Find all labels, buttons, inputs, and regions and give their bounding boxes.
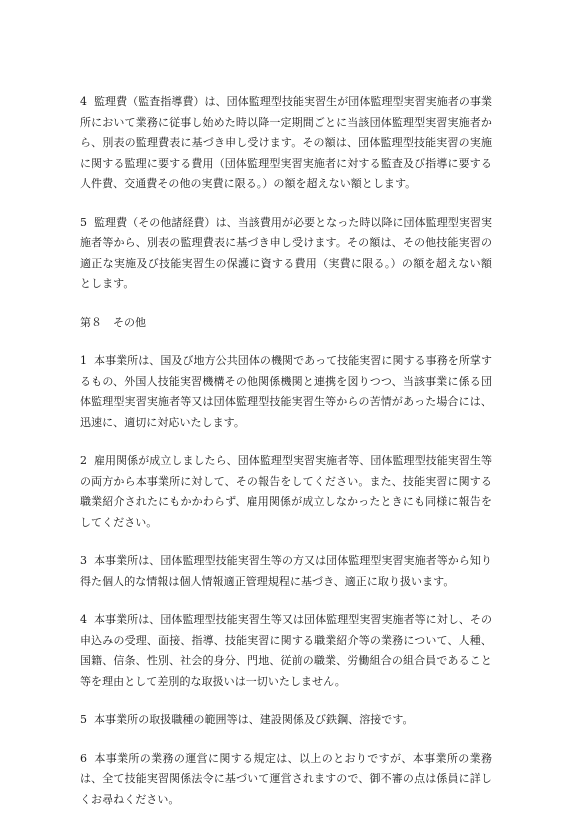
paragraph-5-other-expenses: [80, 213, 492, 295]
paragraph-3-personal-information: [80, 551, 492, 592]
paragraph-6-operations: [80, 749, 492, 811]
document-page: [80, 92, 492, 828]
paragraph-number: 5: [80, 713, 88, 726]
paragraph-number: 6: [80, 751, 88, 765]
paragraph-text: 本事業所は、団体監理型技能実習生等の方又は団体監理型実習実施者等から知り得た個人的な情報は個人情報適正管理規程に基づき、適正に取り扱います。: [80, 554, 492, 588]
paragraph-number: 5: [80, 215, 88, 229]
paragraph-text: 本事業所の取扱職種の範囲等は、建設関係及び鉄鋼、溶接です。: [94, 713, 414, 726]
paragraph-5-job-categories: [80, 710, 492, 731]
paragraph-4-supervision-fee: [80, 92, 492, 195]
paragraph-1-complaints: [80, 351, 492, 433]
paragraph-number: 3: [80, 554, 88, 567]
paragraph-text: 雇用関係が成立しましたら、団体監理型実習実施者等、団体監理型技能実習生等の両方から本事業所に対して、その報告をしてください。また、技能実習に関する職業紹介されたにもかかわらず、雇用関係が成立しなかったときにも同様に報告をしてください。: [80, 454, 492, 529]
paragraph-text: 本事業所は、国及び地方公共団体の機関であって技能実習に関する事務を所掌するもの、外国人技能実習機構その他関係機関と連携を図りつつ、当該事業に係る団体監理型実習実施者等又は団体監理型技能実習生等からの苦情があった場合には、迅速に、適切に対応いたします。: [80, 354, 492, 429]
paragraph-2-employment-report: [80, 451, 492, 533]
paragraph-text: 本事業所の業務の運営に関する規定は、以上のとおりですが、本事業所の業務は、全て技能実習関係法令に基づいて運営されますので、御不審の点は係員に詳しくお尋ねください。: [80, 751, 492, 806]
paragraph-number: 2: [80, 454, 88, 467]
paragraph-number: 1: [80, 354, 88, 367]
paragraph-text: 監理費（監査指導費）は、団体監理型技能実習生が団体監理型実習実施者の事業所において業務に従事し始めた時以降一定期間ごとに当該団体監理型実習実施者から、別表の監理費表に基づき申し受けます。その額は、団体監理型技能実習の実施に関する監理に要する費用（団体監理型実習実施者に対する監査及び指導に要する人件費、交通費その他の実費に限る。）の額を超えない額とします。: [80, 95, 492, 190]
paragraph-number: 4: [80, 613, 88, 626]
paragraph-number: 4: [80, 95, 88, 108]
paragraph-4-non-discrimination: [80, 610, 492, 692]
section-heading: 第８ その他: [80, 315, 146, 329]
paragraph-text: 本事業所は、団体監理型技能実習生等又は団体監理型実習実施者等に対し、その申込みの受理、面接、指導、技能実習に関する職業紹介等の業務について、人種、国籍、信条、性別、社会的身分、門地、従前の職業、労働組合の組合員であること等を理由として差別的な取扱いは一切いたしません。: [80, 613, 492, 688]
paragraph-text: 監理費（その他諸経費）は、当該費用が必要となった時以降に団体監理型実習実施者等から、別表の監理費表に基づき申し受けます。その額は、その他技能実習の適正な実施及び技能実習生の保護に資する費用（実費に限る。）の額を超えない額とします。: [80, 215, 492, 290]
